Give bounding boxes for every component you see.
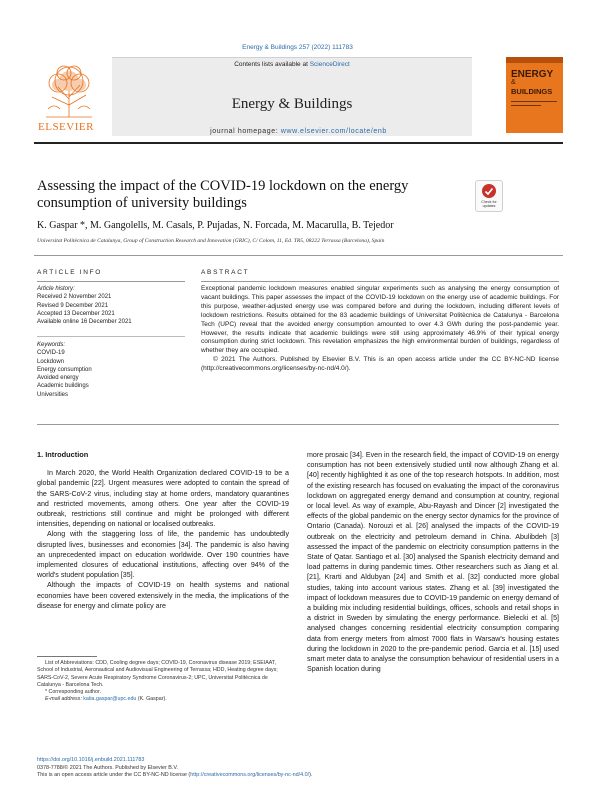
paragraph: Along with the staggering loss of life, the pandemic has undoubtedly disrupted lives, businesses and economies [34]. The pandemic is also having an unprecedented impact on education worldwide. Over 190 countries have implemented closures of educational institutions, affecting over 94% of the world's student population [35]. bbox=[37, 530, 289, 580]
cover-title-1: ENERGY bbox=[511, 69, 554, 80]
keywords-label: Keywords: bbox=[37, 342, 66, 348]
footnotes bbox=[37, 660, 287, 704]
email-suffix: (K. Gaspar). bbox=[136, 696, 167, 703]
doi-link[interactable]: https://doi.org/10.1016/j.enbuild.2021.111783 bbox=[37, 757, 145, 763]
check-for-updates-badge[interactable] bbox=[475, 180, 503, 212]
article-title: Assessing the impact of the COVID-19 lockdown on the energy consumption of university buildings bbox=[37, 178, 409, 211]
history-item: Accepted 13 December 2021 bbox=[37, 310, 115, 317]
license-prefix: This is an open access article under the CC BY-NC-ND license ( bbox=[37, 772, 191, 779]
contents-line bbox=[112, 61, 472, 68]
section-heading: 1. Introduction bbox=[37, 450, 89, 459]
keyword-item: Avoided energy bbox=[37, 375, 79, 382]
keyword-item: Lockdown bbox=[37, 358, 65, 365]
homepage-link[interactable]: www.elsevier.com/locate/enb bbox=[280, 128, 387, 135]
history-item: Available online 16 December 2021 bbox=[37, 319, 132, 326]
history-item: Received 2 November 2021 bbox=[37, 294, 112, 301]
footnote-divider bbox=[37, 656, 97, 657]
journal-homepage-line bbox=[34, 128, 563, 135]
keywords-divider bbox=[37, 336, 185, 337]
abstract-copyright: © 2021 The Authors. Published by Elsevier B.V. This is an open access article under the CC BY-NC-ND license (http://creativecommons.org/licenses/by-nc-nd/4.0/). bbox=[201, 356, 559, 373]
keywords bbox=[37, 341, 177, 399]
corresponding-footnote: * Corresponding author. bbox=[45, 689, 101, 696]
journal-banner bbox=[34, 57, 563, 137]
contents-prefix: Contents lists available at bbox=[234, 61, 310, 68]
publisher-wordmark: ELSEVIER bbox=[38, 121, 94, 133]
sciencedirect-link[interactable]: ScienceDirect bbox=[309, 61, 350, 68]
paragraph: In March 2020, the World Health Organization declared COVID-19 to be a global pandemic [22]. Urgent measures were adopted to contain the spread of the SARS-CoV-2 virus, including stay at home orders, mandatory quarantines and restricted movements, among others. One year after the COVID-19 outbreak, restrictions still continue and might be prolonged with different intensities, depending on national or localised outbreaks. bbox=[37, 469, 289, 529]
abstract-bottom-divider bbox=[37, 424, 559, 425]
license-line bbox=[37, 772, 557, 780]
journal-cover[interactable] bbox=[506, 57, 563, 133]
paragraph: more prosaic [34]. Even in the research field, the impact of COVID-19 on energy consumption has not been extensively studied until now although Zhang et al. [40] recently highlighted it as one of the top research hotspots. In addition, most of the existing research has focused on evaluating the impact of the coronavirus lockdown on aggregated energy demand and consumption at country, regional or local level. As way of example, Abu-Rayash and Dincer [2] investigated the effects of the global pandemic on the energy sector dynamics for the province of Ontario (Canada). Norouzi et al. [26] analysed the impacts of the COVID-19 outbreak on the electricity and petroleum demand in China. Abulibdeh [3] assessed the impact of the pandemic on electricity consumption patterns in the State of Qatar. Santiago et al. [30] analysed the Spanish electricity demand and load patterns in during pandemic times. Other researchers such as Jiang et al. [21], Krarti and Aldubyan [24] and Smith et al. [32] conducted more global studies, taking into account various states. Zhang et al. [39] investigated the impact of lockdown measures due to COVID-19 pandemic on energy demand of a building mix including residential buildings, offices, schools and retail shops in a district in Sweden by simulating the energy performance. Bielecki et al. [5] analysed changes concerning residential electricity consumption comparing data from energy meters from almost 7000 flats in Warsaw's housing estates during the lockdown in 2020 to the pre-pandemic period. Garcia et al. [15] used smart meter data to analyse the consumption behaviour of residential users in a Spanish location during bbox=[307, 451, 559, 674]
keyword-item: Academic buildings bbox=[37, 383, 89, 390]
email-label: E-mail address: bbox=[45, 696, 84, 703]
abstract-heading: ABSTRACT bbox=[201, 269, 250, 276]
affiliation: Universitat Politècnica de Catalunya, Group of Construction Research and Innovation (GRIC), C/ Colom, 11, Ed. TR5, 08222 Terrassa (Barcelona), Spain bbox=[37, 238, 385, 244]
left-column bbox=[37, 450, 289, 611]
license-link[interactable]: http://creativecommons.org/licenses/by-nc-nd/4.0/ bbox=[190, 772, 310, 779]
elsevier-logo[interactable] bbox=[34, 57, 104, 137]
issn-line: 0378-7788/© 2021 The Authors. Published by Elsevier B.V. bbox=[37, 764, 178, 771]
right-column bbox=[307, 450, 559, 674]
paragraph: Although the impacts of COVID-19 on health systems and national economies have been covered extensively in the media, the implications of the disease for energy and climate policy are bbox=[37, 581, 289, 610]
abstract-body bbox=[201, 285, 559, 374]
email-link[interactable]: katia.gaspar@upc.edu bbox=[83, 696, 137, 703]
history-item: Revised 9 December 2021 bbox=[37, 302, 109, 309]
keyword-item: Energy consumption bbox=[37, 366, 92, 373]
keyword-item: Universities bbox=[37, 391, 69, 398]
cover-amp: & bbox=[511, 79, 516, 86]
cover-title-2: BUILDINGS bbox=[511, 87, 553, 96]
keyword-item: COVID-19 bbox=[37, 350, 65, 357]
article-history bbox=[37, 285, 177, 326]
check-updates-label: Check for updates bbox=[481, 200, 497, 208]
abstract-text: Exceptional pandemic lockdown measures enabled singular experiments such as analysing the energy consumption of vacant buildings. This paper assesses the impact of the COVID-19 lockdown on the energy use of academic buildings. For this purpose, weather-adjusted energy use was compared before and during the lockdown, including different levels of lockdown restrictions. Results obtained for the 83 academic buildings of Universitat Politècnica de Catalunya - Barcelona Tech (UPC) reveal that the avoided energy consumption amounted to over 4.3 GWh during the post-pandemic year. However, the results indicate that academic buildings were still using approximately 46.9% of their typical energy consumption during strict lockdown. This revelation emphasizes the high environmental burden of buildings, regardless of whether they are occupied. bbox=[201, 285, 559, 355]
license-suffix: ). bbox=[309, 772, 313, 779]
history-label: Article history: bbox=[37, 286, 75, 292]
check-updates-icon bbox=[481, 183, 497, 199]
homepage-prefix: journal homepage: bbox=[210, 128, 281, 135]
abstract-divider bbox=[201, 281, 559, 282]
journal-reference[interactable]: Energy & Buildings 257 (2022) 111783 bbox=[242, 44, 353, 51]
bottom-info bbox=[37, 757, 557, 780]
affiliation-divider bbox=[34, 255, 563, 256]
elsevier-tree-icon bbox=[38, 61, 100, 119]
header-divider bbox=[34, 142, 563, 144]
article-info-divider bbox=[37, 281, 185, 282]
abbreviations-footnote: List of Abbreviations: CDD, Cooling degree days; COVID-19, Coronavirus disease 2019; ESEIAAT, School of Industrial, Aeronautical and Audiovisual Engineering of Terrassa; HDD, Heating degree days; SARS-CoV-2, Severe Acute Respiratory Syndrome Coronavirus-2; UPC, Universitat Politècnica de Catalunya - Barcelona Tech. bbox=[37, 660, 278, 688]
author-list: K. Gaspar *, M. Gangolells, M. Casals, P. Pujadas, N. Forcada, M. Macarulla, B. Tejedor bbox=[37, 220, 394, 231]
email-footnote bbox=[45, 696, 287, 703]
journal-name[interactable]: Energy & Buildings bbox=[231, 96, 353, 112]
journal-banner-center bbox=[112, 57, 472, 136]
article-info-heading: ARTICLE INFO bbox=[37, 269, 103, 276]
